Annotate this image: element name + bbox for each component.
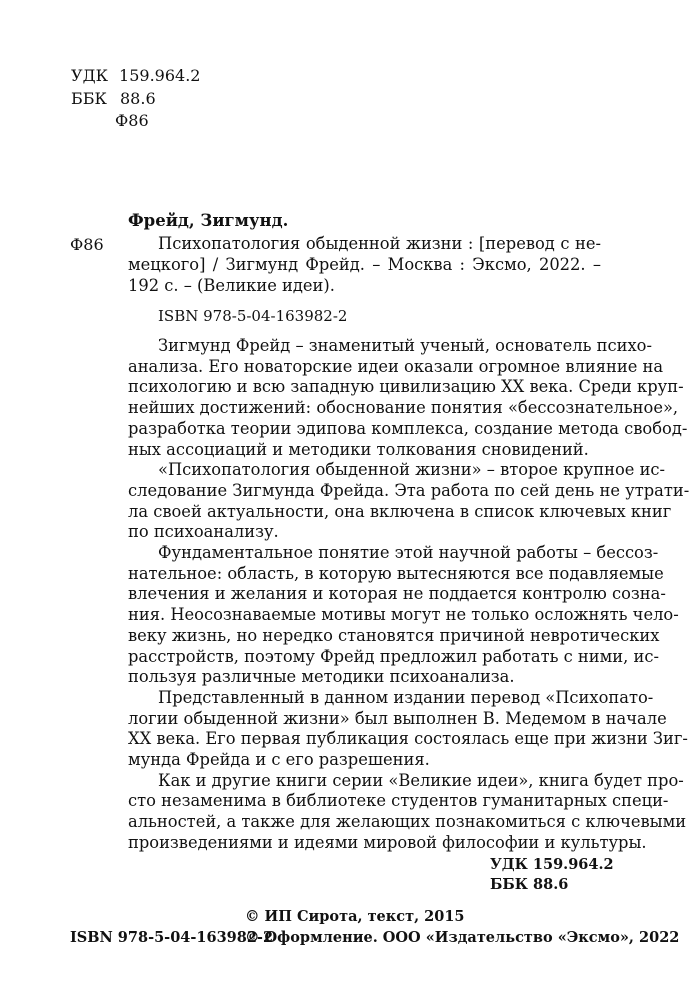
text-line: ния. Неосознаваемые мотивы могут не только осложнять чело- xyxy=(128,605,679,625)
isbn-record: ISBN 978-5-04-163982-2 xyxy=(158,307,348,325)
text-line: Как и другие книги серии «Великие идеи», книга будет про- xyxy=(158,770,684,790)
text-line: пользуя различные методики психоанализа. xyxy=(128,667,515,687)
text-line: альностей, а также для желающих познакомиться с ключевыми xyxy=(128,812,687,832)
text-line: логии обыденной жизни» был выполнен В. Медемом в начале xyxy=(128,708,667,728)
udk-top xyxy=(71,66,200,86)
annotation-paragraph xyxy=(128,336,688,460)
author-heading: Фрейд, Зигмунд. xyxy=(128,211,289,230)
bbk-bottom: ББК 88.6 xyxy=(490,876,569,893)
isbn-footer: ISBN 978-5-04-163982-2 xyxy=(70,929,274,946)
annotation-paragraph xyxy=(128,543,679,688)
copyright-text: © ИП Сирота, текст, 2015 xyxy=(245,908,465,925)
title-line: Психопатология обыденной жизни : [перевод с не- xyxy=(158,234,601,253)
annotation-paragraph xyxy=(128,687,688,771)
annotation xyxy=(128,336,689,854)
bbk-top xyxy=(71,89,156,109)
text-line: разработка теории эдипова комплекса, создание метода свобод- xyxy=(128,418,688,438)
text-line: Зигмунд Фрейд – знаменитый ученый, основатель психо- xyxy=(158,336,652,355)
udk-value: 159.964.2 xyxy=(119,66,201,85)
text-line: Представленный в данном издании перевод «Психопато- xyxy=(158,687,654,707)
author-sign-top: Ф86 xyxy=(115,111,149,130)
annotation-paragraph xyxy=(128,770,687,854)
title-line: мецкого] / Зигмунд Фрейд. – Москва : Эксмо, 2022. – xyxy=(128,255,601,274)
title-block xyxy=(158,234,601,255)
annotation-paragraph xyxy=(128,460,689,543)
text-line: расстройств, поэтому Фрейд предложил работать с ними, ис- xyxy=(128,646,659,666)
text-line: следование Зигмунда Фрейда. Эта работа по сей день не утрати- xyxy=(128,480,689,500)
text-line: Фундаментальное понятие этой научной работы – бессоз- xyxy=(158,543,659,563)
text-line: сто незаменима в библиотеке студентов гуманитарных специ- xyxy=(128,791,669,811)
bbk-label: ББК xyxy=(71,89,107,108)
text-line: нейших достижений: обоснование понятия «бессознательное», xyxy=(128,398,679,418)
bbk-value: 88.6 xyxy=(120,89,156,108)
text-line: анализа. Его новаторские идеи оказали огромное влияние на xyxy=(128,356,664,376)
copyright-design: © Оформление. ООО «Издательство «Эксмо», 2022 xyxy=(245,929,680,946)
text-line: влечения и желания и которая не поддается контролю созна- xyxy=(128,584,666,604)
text-line: мунда Фрейда и с его разрешения. xyxy=(128,750,430,770)
text-line: ла своей актуальности, она включена в список ключевых книг xyxy=(128,501,672,521)
text-line: по психоанализу. xyxy=(128,522,279,542)
udk-label: УДК xyxy=(71,66,108,85)
text-line: ных ассоциаций и методики толкования сновидений. xyxy=(128,439,589,459)
text-line: веку жизнь, но нередко становятся причиной невротических xyxy=(128,625,660,645)
text-line: произведениями и идеями мировой философии и культуры. xyxy=(128,832,647,852)
title-line: 192 с. – (Великие идеи). xyxy=(128,275,335,295)
text-line: психологию и всю западную цивилизацию XX века. Среди круп- xyxy=(128,377,684,397)
text-line: нательное: область, в которую вытесняются все подавляемые xyxy=(128,563,664,583)
title-block-cont xyxy=(128,255,601,296)
text-line: «Психопатология обыденной жизни» – второе крупное ис- xyxy=(158,460,666,480)
udk-bottom: УДК 159.964.2 xyxy=(490,856,614,873)
author-sign-left: Ф86 xyxy=(70,235,104,254)
text-line: XX века. Его первая публикация состоялась еще при жизни Зиг- xyxy=(128,729,688,749)
